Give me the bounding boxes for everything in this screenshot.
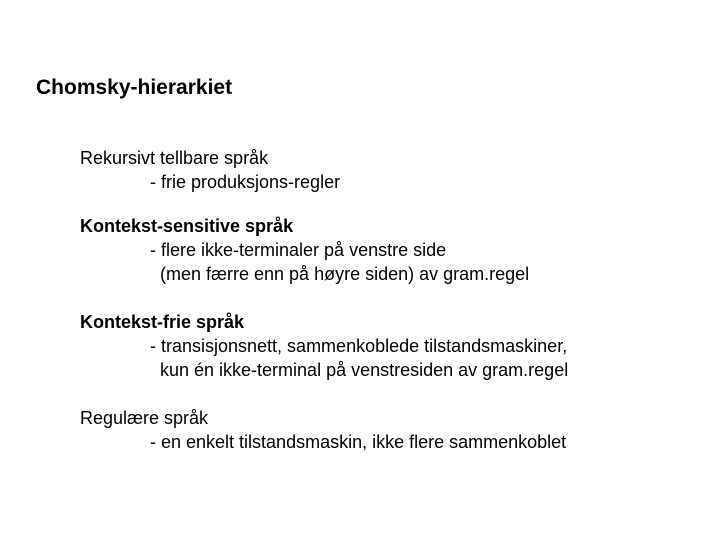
section-heading: Rekursivt tellbare språk <box>80 148 269 168</box>
section-recursively-enumerable <box>80 146 700 194</box>
section-heading: Kontekst-sensitive språk <box>80 216 294 236</box>
section-regular <box>80 406 700 454</box>
section-detail: - en enkelt tilstandsmaskin, ikke flere sammenkoblet <box>150 432 567 452</box>
section-heading: Kontekst-frie språk <box>80 312 245 332</box>
section-detail: - flere ikke-terminaler på venstre side <box>150 240 447 260</box>
section-detail-continued: (men færre enn på høyre siden) av gram.regel <box>160 264 530 284</box>
section-context-sensitive <box>80 214 700 286</box>
section-detail-continued: kun én ikke-terminal på venstresiden av gram.regel <box>160 360 569 380</box>
section-heading: Regulære språk <box>80 408 209 428</box>
slide-title: Chomsky-hierarkiet <box>36 76 233 99</box>
section-detail: - frie produksjons-regler <box>150 172 341 192</box>
section-detail: - transisjonsnett, sammenkoblede tilstandsmaskiner, <box>150 336 568 356</box>
section-context-free <box>80 310 700 382</box>
